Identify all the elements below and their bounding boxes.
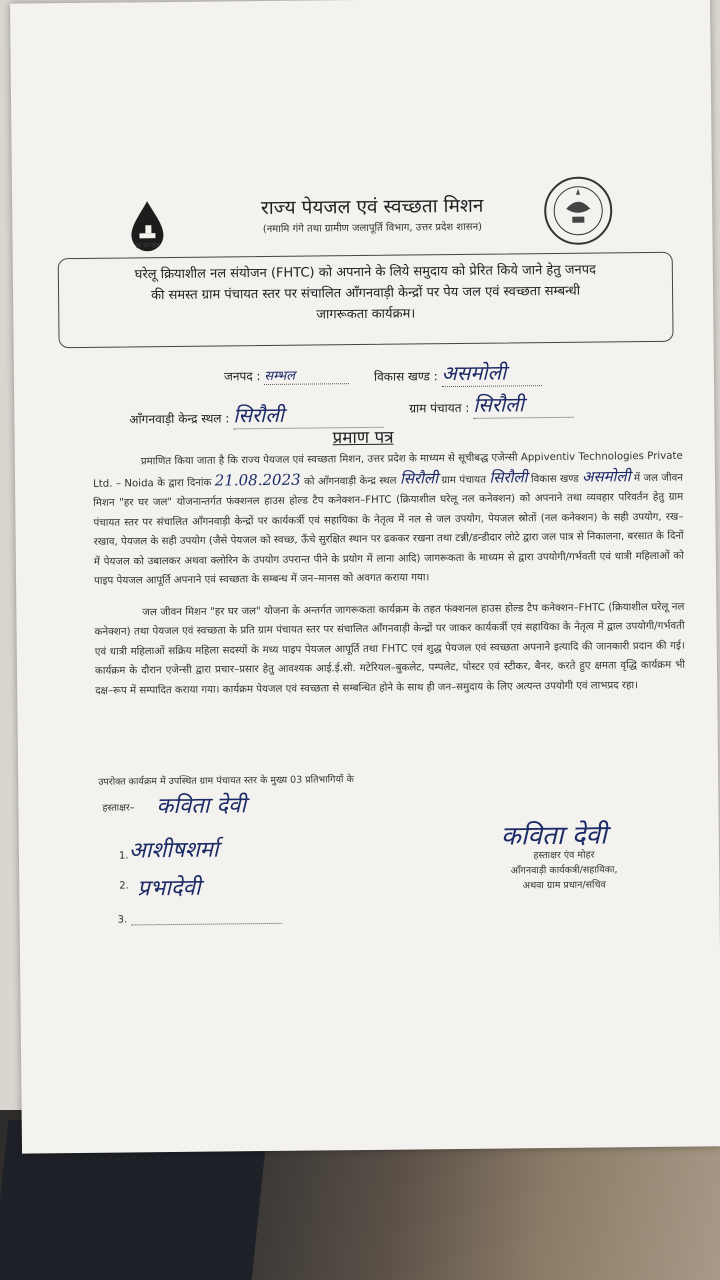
program-banner [58,252,674,348]
block-value: असमोली [441,360,507,386]
right-signature-block [489,847,639,894]
participants-intro: उपरोक्त कार्यक्रम में उपस्थित ग्राम पंचायत स्तर के मुख्य 03 प्रतिभागियों के [98,774,354,788]
banner-line-3: जागरूकता कार्यक्रम। [316,306,416,323]
certificate-title: प्रमाण पत्र [332,427,394,449]
district-label: जनपद : [223,369,261,384]
event-date: 21.08.2023 [214,470,301,490]
banner-line-2: की समस्त ग्राम पंचायत स्तर पर संचालित आँगनवाड़ी केन्द्रों पर पेय जल एवं स्वच्छता सम्बन्धी [150,283,581,304]
agency-name: Appiventiv Technologies Private Ltd. – Noida [92,450,683,490]
paragraph-1: प्रमाणित किया जाता है कि राज्य पेयजल एवं स्वच्छता मिशन, उत्तर प्रदेश के माध्यम से सूचीबद्ध एजेन्सी Appiventiv Technologies Private Ltd. – Noida के द्वारा दिनांक 21.08.2023 को आँगनवाड़ी केन्द्र स्थल सिरौली ग्राम पंचायत सिरौली विकास खण्ड असमोली में जल जीवन मिशन "हर घर जल" योजनान्तर्गत फंक्शनल हाउस होल्ड टैप कनेक्शन–FHTC (क्रियाशील घरेलू नल कनेक्शन) को अपनाने तथा व्यवहार परिवर्तन हेतु ग्राम पंचायत स्तर पर संचालित आँगनवाड़ी केन्द्रों पर कार्यकर्त्री एवं सहायिका के नेतृत्व में नल से जल उपयोग, पेयजल स्रोतों (नल कनेक्शन) के सही उपयोग, रख–रखाव, पेयजल के सही उपयोग (जैसे पेयजल को स्वच्छ, ऊँचे सुरक्षित स्थान पर ढककर रखना तथा टन्नी/डन्डीदार लोटे द्वारा जल पात्र से निकालना, बरसात के दिनों में पेयजल को उबालकर अथवा क्लोरिन के उपयोग उपरान्त पीने के प्रयोग में लाना आदि) जागरूकता के माध्यम से द्वारा उपयोगी/गर्भवती एवं धात्री महिलाओं को पाइप पेयजल आपूर्ति अपनाने एवं स्वच्छता के सम्बन्ध में जन–मानस को अवगत कराया गया। [92,450,684,587]
right-signature-name: कविता देवी [500,820,607,852]
body-block: असमोली [581,466,631,486]
banner-line-1: घरेलू क्रियाशील नल संयोजन (FHTC) को अपनाने के लिये समुदाय को प्रेरित किये जाने हेतु जनपद [134,262,597,283]
district-value: सम्भल [264,368,296,385]
signature-label: हस्ताक्षर– [102,802,135,814]
panchayat-field [409,390,573,420]
right-signature-line-2: आँगनवाड़ी कार्यकत्री/सहायिका, [510,864,618,877]
up-government-seal-icon [542,174,615,247]
certificate-document [10,0,720,1154]
block-label: विकास खण्ड : [373,369,438,384]
certificate-body [93,447,686,713]
participant-1-signature: आशीषशर्मा [128,837,219,864]
body-center: सिरौली [399,468,439,488]
district-field [224,365,350,385]
location-fields [14,356,714,428]
panchayat-label: ग्राम पंचायत : [409,400,470,416]
participant-3-line [132,923,282,926]
center-value: सिरौली [233,402,285,428]
right-signature-line-1: हस्ताक्षर एंव मोहर [533,849,595,862]
participant-1-number: 1. [118,850,129,862]
panchayat-value: सिरौली [473,392,525,417]
participant-main-signature: कविता देवी [156,793,247,820]
body-panchayat: सिरौली [489,467,528,487]
participant-2-number: 2. [119,880,129,892]
organization-title: राज्य पेयजल एवं स्वच्छता मिशन [260,194,484,220]
center-label: आँगनवाड़ी केन्द्र स्थल : [129,411,230,427]
participant-2-signature: प्रभादेवी [137,875,201,902]
block-field [374,358,542,388]
logo-caption: हर घर जल [135,242,160,250]
paragraph-2: जल जीवन मिशन "हर घर जल" योजना के अन्तर्गत जागरूकता कार्यक्रम के तहत फंक्शनल हाउस होल्ड टैप कनेक्शन–FHTC (क्रियाशील घरेलू नल कनेक्शन) तथा पेयजल एवं स्वच्छता के प्रति ग्राम पंचायत स्तर पर संचालित आँगनवाड़ी केन्द्रों पर जाकर कार्यकर्त्री एवं सहायिका के नेतृत्व में द्वाल उपयोगी/गर्भवती एवं धात्री महिलाओं सक्रिय महिला सदस्यों के मध्य पाइप पेयजल आपूर्ति तथा FHTC एवं शुद्ध पेयजल एवं स्वच्छता अपनाने इत्यादि की जानकारी प्रदान की गई। कार्यक्रम के दौरान एजेन्सी द्वारा प्रचार–प्रसार हेतु आवश्यक आई.ई.सी. मटेरियल–बुकलेट, पम्पलेट, पोस्टर एवं स्टीकर, बैनर, करते हुए क्षमता वृद्धि कार्यक्रम भी दक्ष–रूप में सम्पादित कराया गया। कार्यक्रम पेयजल एवं स्वच्छता से सम्बन्धित होने के साथ ही जन–समुदाय के लिए अत्यन्त उपयोगी एवं लाभप्रद रहा। [94,601,686,697]
right-signature-line-3: अथवा ग्राम प्रधान/सचिव [522,879,606,892]
participant-3-number: 3. [117,914,128,926]
document-header [12,161,713,258]
organization-subtitle: (नमामि गंगे तथा ग्रामीण जलापूर्ति विभाग, उत्तर प्रदेश शासन) [262,221,483,236]
